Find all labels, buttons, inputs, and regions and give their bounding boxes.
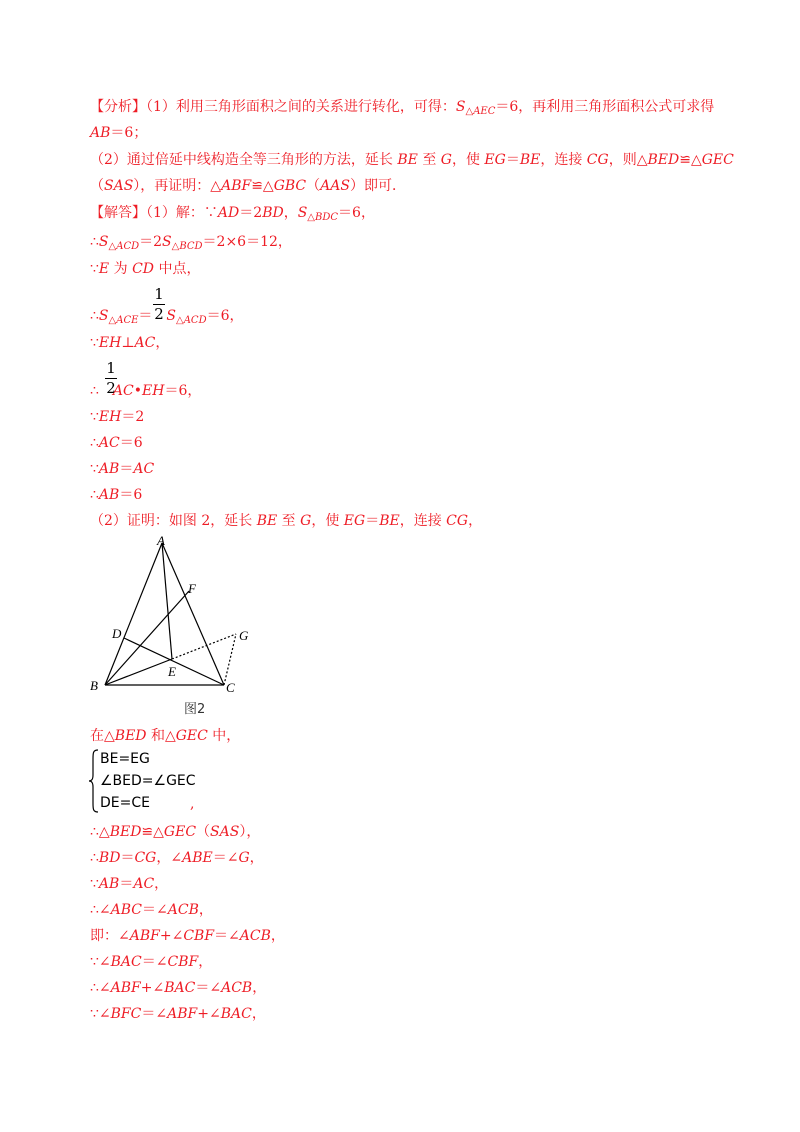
label-D: D xyxy=(112,626,122,641)
line-12: ∴AC＝6 xyxy=(90,435,143,451)
line-15: （2）证明：如图 2，延长 BE 至 G，使 EG＝BE，连接 CG， xyxy=(90,513,483,529)
line-9: ∵EH⊥AC， xyxy=(90,335,170,351)
geometry-figure xyxy=(88,534,268,696)
line-13: ∵AB＝AC xyxy=(90,461,155,477)
line-23: ∴∠ABF+∠BAC＝∠ACB， xyxy=(90,980,267,996)
label-G: G xyxy=(239,628,249,643)
label-C: C xyxy=(226,680,235,695)
line-6: $\therefore S_{\triangle ACD}=2S_{\triangle BCD}=2\times 6=12$， xyxy=(90,234,292,252)
line-17: ∴△BED≌△GEC（SAS）， xyxy=(90,824,261,840)
line-22: ∵∠BAC＝∠CBF， xyxy=(90,954,213,970)
line-16: 在△BED 和△GEC 中， xyxy=(90,728,241,744)
line-10: ∴ AC•EH＝6， xyxy=(90,383,202,399)
line-14: ∴AB＝6 xyxy=(90,487,143,503)
label-E: E xyxy=(168,664,176,679)
line-3: （2）通过倍延中线构造全等三角形的方法，延长 BE 至 G，使 EG＝BE，连接 CG，则△BED≌△GEC xyxy=(90,152,734,168)
line-19: ∵AB＝AC， xyxy=(90,876,169,892)
fraction-half-2: 1 2 xyxy=(106,359,116,397)
figure-caption: 图2 xyxy=(184,702,206,717)
label-B: B xyxy=(90,678,98,693)
system-line-3: DE=CE xyxy=(100,795,150,811)
line-5: 【解答】（1）解：∵AD＝2BD，$S_{\triangle BDC}=6$， xyxy=(90,205,375,223)
segment-CG xyxy=(224,634,236,685)
line-21: 即：∠ABF+∠CBF＝∠ACB， xyxy=(90,928,285,944)
system-comma: , xyxy=(190,796,195,812)
segment-AE xyxy=(162,543,172,659)
line-24: ∵∠BFC＝∠ABF+∠BAC， xyxy=(90,1006,266,1022)
fraction-half-1: 1 2 xyxy=(154,285,164,323)
line-4: （SAS），再证明：△ABF≌△GBC（AAS）即可． xyxy=(90,178,406,194)
system-line-1: BE=EG xyxy=(100,751,150,767)
line-1 xyxy=(90,97,714,122)
segment-BE xyxy=(105,659,172,685)
line-8: $\therefore S_{\triangle ACE}= S_{\triangle ACD}=6$， xyxy=(90,308,244,326)
system-line-2: ∠BED=∠GEC xyxy=(100,773,196,789)
line-20: ∴∠ABC＝∠ACB， xyxy=(90,902,213,918)
label-A: A xyxy=(157,534,165,548)
line-2: AB＝6； xyxy=(90,125,148,141)
line-11: ∵EH＝2 xyxy=(90,409,145,425)
line-18: ∴BD＝CG，∠ABE＝∠G， xyxy=(90,850,264,866)
segment-AB xyxy=(105,543,162,685)
label-F: F xyxy=(188,581,196,596)
line-7: ∵E 为 CD 中点， xyxy=(90,261,201,277)
analysis-heading-1: 【分析】（1）利用三角形面积之间的关系进行转化，可得：$S_{\triangle AEC}=6$，再利用三角形面积公式可求得 xyxy=(90,99,715,117)
brace-icon xyxy=(88,749,100,813)
